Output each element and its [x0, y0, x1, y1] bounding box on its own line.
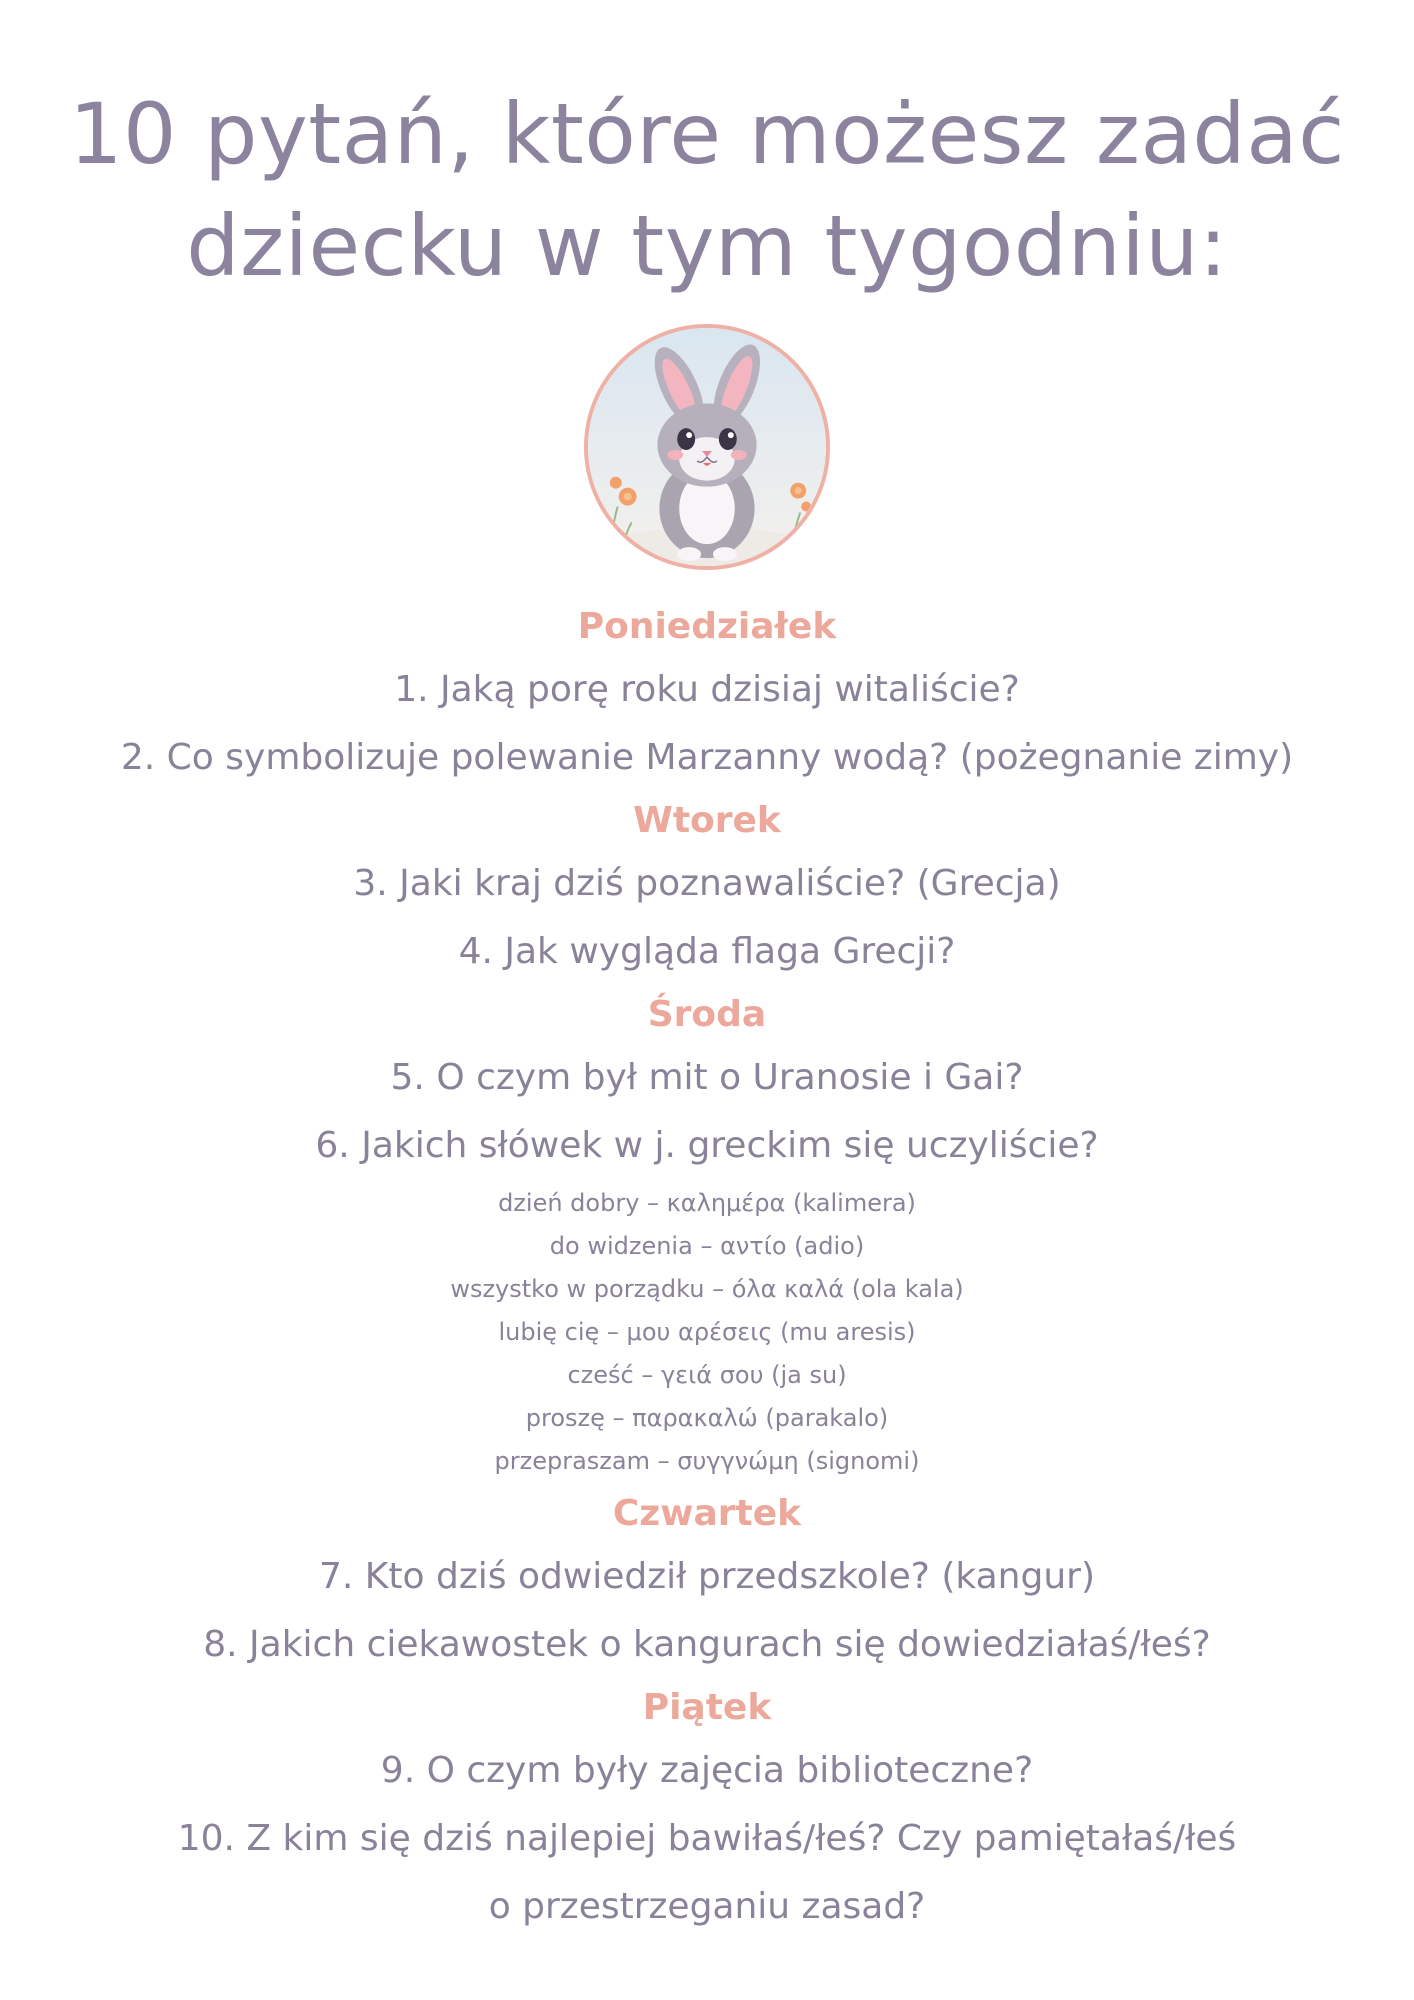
page-title	[0, 0, 1414, 302]
day-heading-tuesday: Wtorek	[633, 800, 781, 841]
title-line-1: 10 pytań, które możesz zadać	[69, 85, 1345, 183]
question-10-line-1: 10. Z kim się dziś najlepiej bawiłaś/łeś? Czy pamiętałaś/łeś	[177, 1818, 1237, 1859]
vocab-item: proszę – παρακαλώ (parakalo)	[525, 1404, 889, 1432]
question-5: 5. O czym był mit o Uranosie i Gai?	[390, 1057, 1024, 1098]
vocab-item: dzień dobry – καλημέρα (kalimera)	[498, 1189, 916, 1217]
question-9: 9. O czym były zajęcia biblioteczne?	[380, 1750, 1034, 1791]
title-line-2: dziecku w tym tygodniu:	[186, 197, 1228, 295]
day-heading-monday: Poniedziałek	[577, 606, 837, 647]
day-heading-thursday: Czwartek	[612, 1493, 802, 1534]
question-2: 2. Co symbolizuje polewanie Marzanny wodą? (pożegnanie zimy)	[120, 737, 1294, 778]
vocab-item: przepraszam – συγγνώμη (signomi)	[494, 1447, 920, 1475]
question-3: 3. Jaki kraj dziś poznawaliście? (Grecja)	[353, 863, 1061, 904]
day-heading-wednesday: Środa	[647, 994, 767, 1035]
vocab-item: lubię cię – μου αρέσεις (mu aresis)	[498, 1318, 916, 1346]
vocab-item: wszystko w porządku – όλα καλά (ola kala)	[450, 1275, 964, 1303]
question-4: 4. Jak wygląda flaga Grecji?	[458, 931, 956, 972]
bunny-icon	[584, 324, 830, 570]
question-6: 6. Jakich słówek w j. greckim się uczyliście?	[315, 1125, 1099, 1166]
question-7: 7. Kto dziś odwiedził przedszkole? (kangur)	[319, 1556, 1095, 1597]
day-heading-friday: Piątek	[642, 1687, 772, 1728]
greek-vocabulary-list	[0, 1182, 1414, 1483]
vocab-item: cześć – γειά σου (ja su)	[567, 1361, 847, 1389]
question-8: 8. Jakich ciekawostek o kangurach się dowiedziałaś/łeś?	[203, 1624, 1211, 1665]
question-1: 1. Jaką porę roku dzisiaj witaliście?	[394, 669, 1020, 710]
vocab-item: do widzenia – αντίο (adio)	[549, 1232, 865, 1260]
question-10-line-2: o przestrzeganiu zasad?	[488, 1886, 926, 1927]
